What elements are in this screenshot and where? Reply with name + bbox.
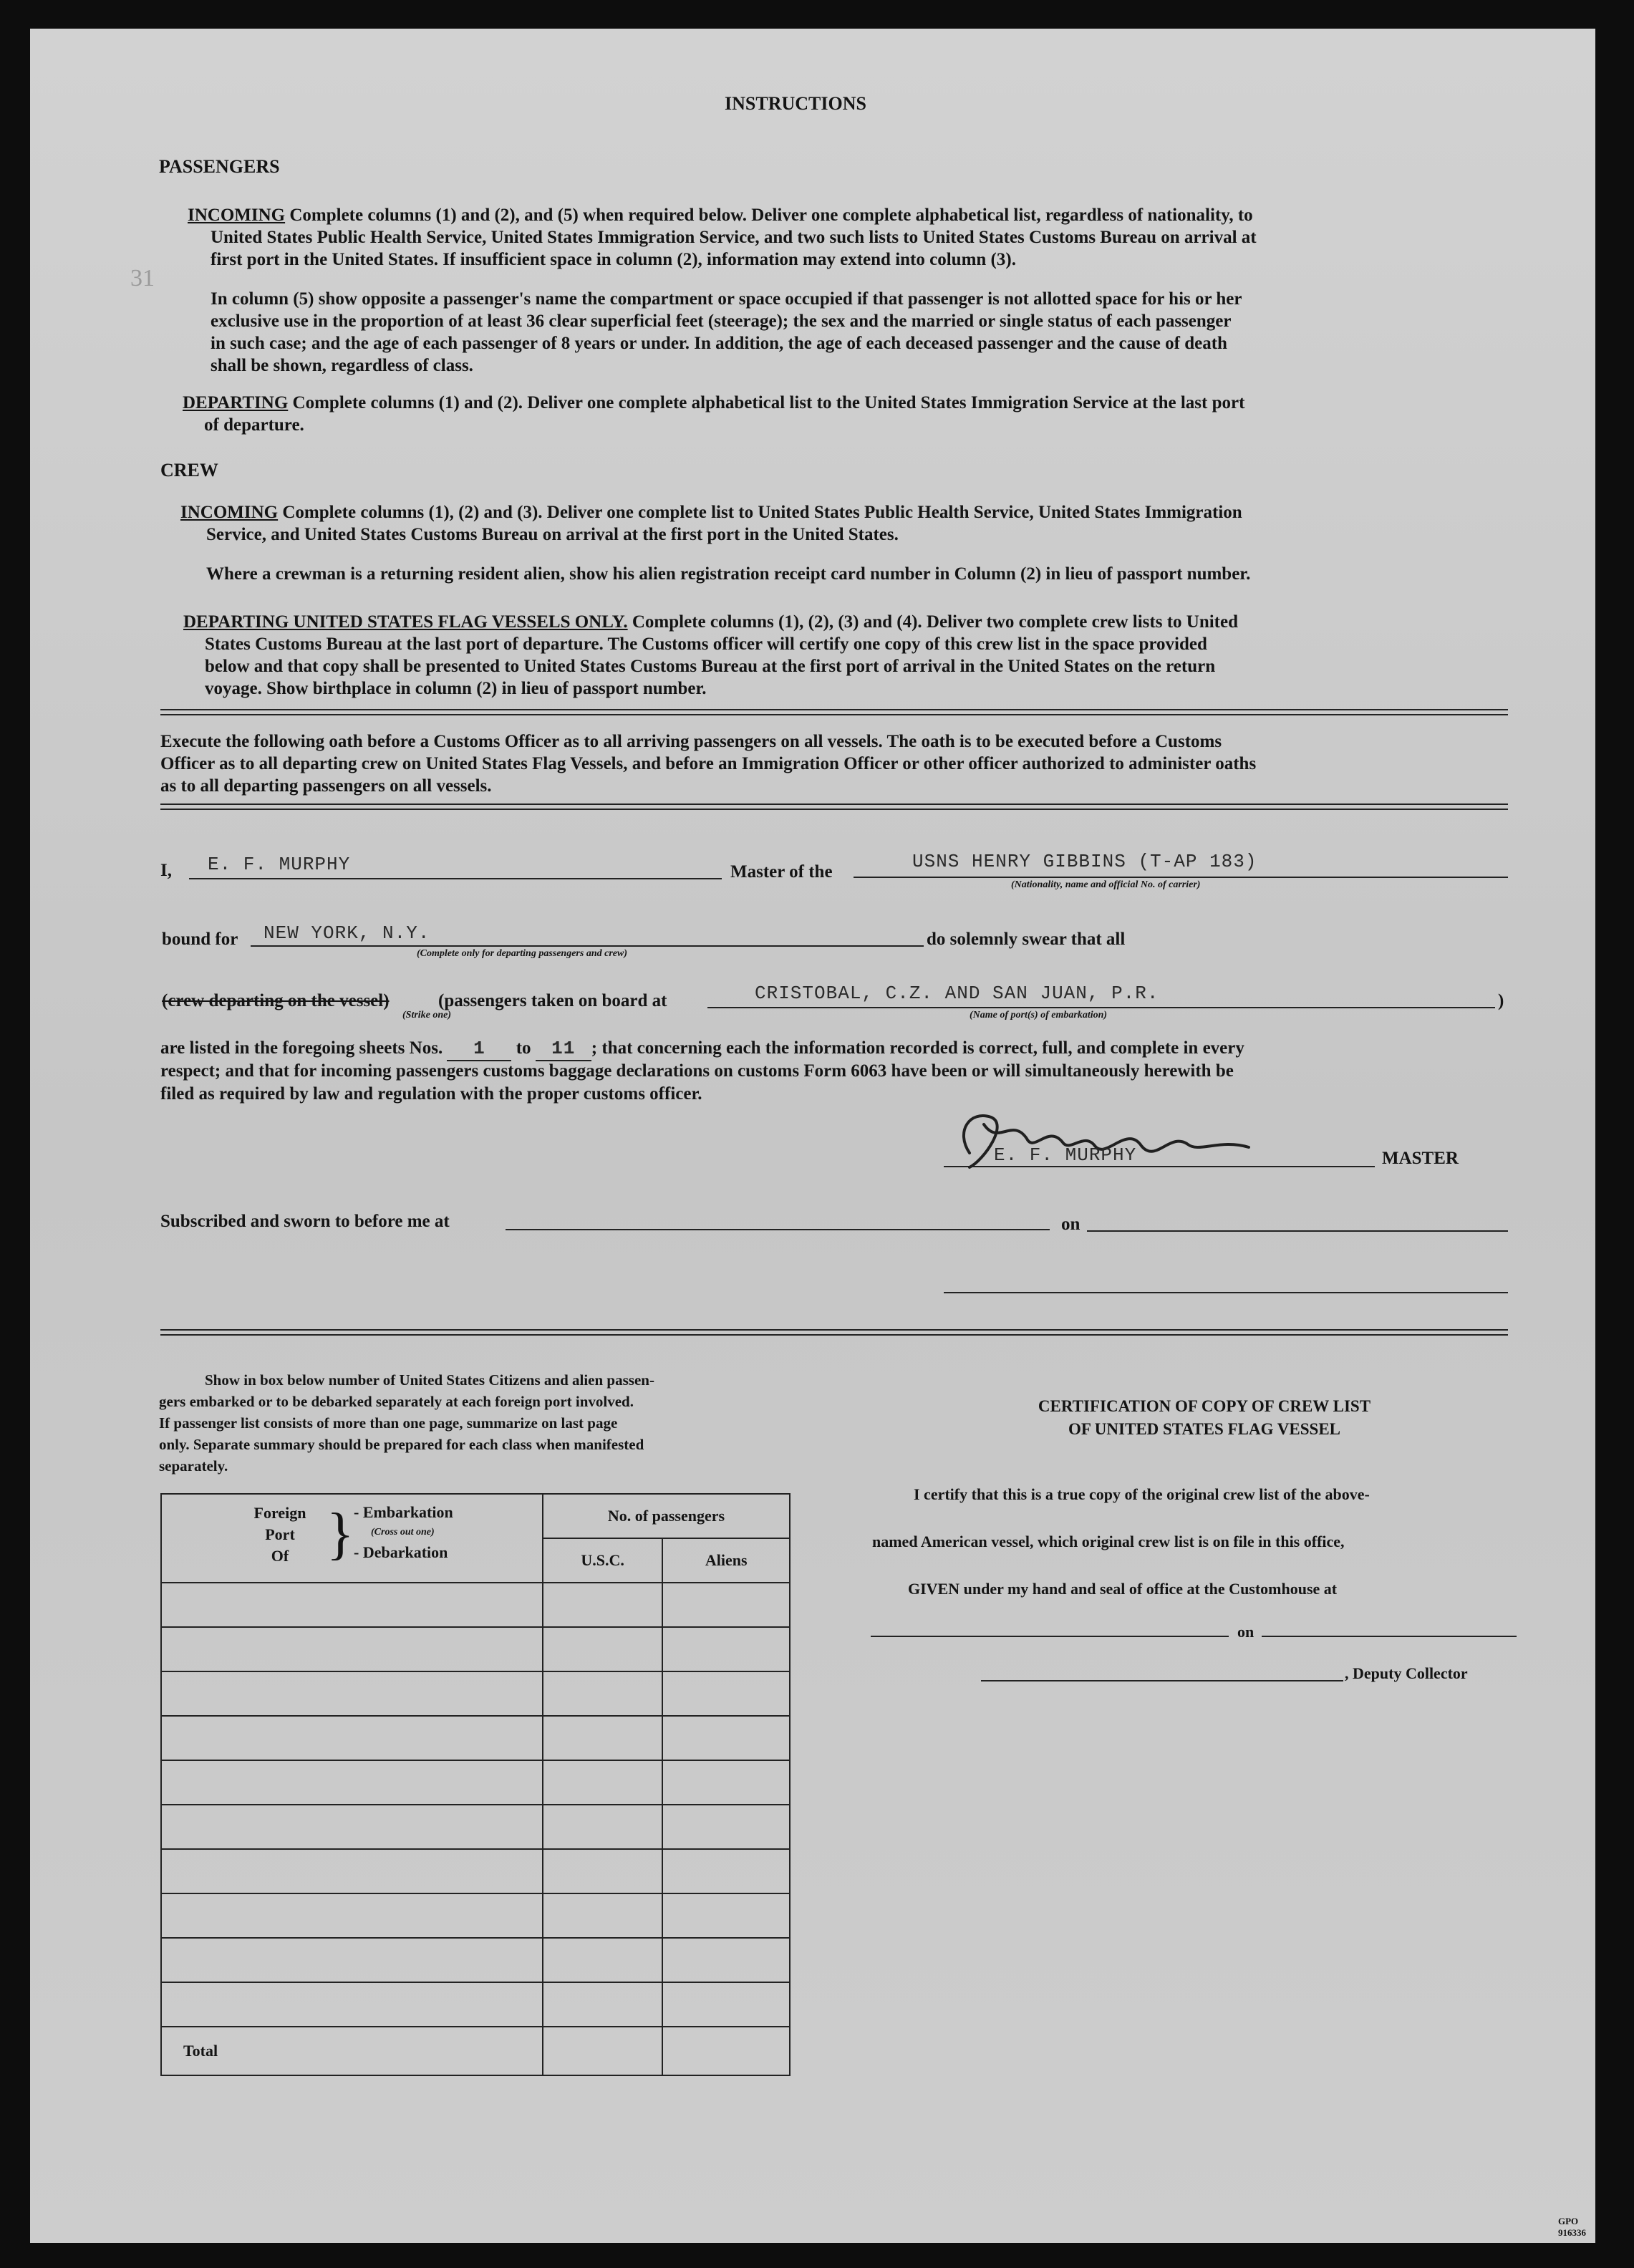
embark-ports-value: CRISTOBAL, C.Z. AND SAN JUAN, P.R. [755, 983, 1159, 1004]
table-row [161, 1760, 790, 1805]
sheet-to-value: 11 [536, 1038, 591, 1061]
usc-cell[interactable] [543, 1760, 662, 1805]
master-of-label: Master of the [730, 862, 833, 882]
port-header-text [241, 1502, 319, 1567]
aliens-header: Aliens [662, 1538, 790, 1583]
table-row [161, 1627, 790, 1671]
aliens-cell[interactable] [662, 1982, 790, 2027]
crew-departing-label: DEPARTING UNITED STATES FLAG VESSELS ONLY. [183, 612, 628, 632]
port-cell[interactable] [161, 1893, 543, 1938]
divider [160, 804, 1508, 810]
debarkation-label: - Debarkation [354, 1543, 448, 1561]
certification-line-2: named American vessel, which original crew list is on file in this office, [872, 1533, 1345, 1550]
sheet-from-value: 1 [447, 1038, 511, 1061]
port-cell[interactable] [161, 1716, 543, 1760]
oath-intro-line: Execute the following oath before a Customs Officer as to all arriving passengers on all vessels. The oath is to be executed before a Customs [160, 732, 1222, 751]
deputy-collector-label: , Deputy Collector [1345, 1664, 1468, 1682]
certification-title-line: OF UNITED STATES FLAG VESSEL [1068, 1420, 1341, 1438]
port-cell[interactable] [161, 1627, 543, 1671]
certification-line-3: GIVEN under my hand and seal of office at the Customhouse at [908, 1580, 1338, 1598]
strike-text: (crew departing on the vessel) [162, 991, 390, 1010]
usc-cell[interactable] [543, 1583, 662, 1627]
crew-departing-block [183, 611, 1494, 700]
passengers-incoming-line: United States Public Health Service, United States Immigration Service, and two such lists to United States Customs Bureau on arrival at [211, 228, 1257, 247]
embark-header [354, 1502, 453, 1563]
master-signature [941, 1103, 1285, 1182]
crew-departing-line: below and that copy shall be presented to United States Customs Bureau at the first port of arrival in the United States on the return [205, 657, 1216, 676]
gpo-mark: GPO 916336 [1558, 2216, 1586, 2238]
officer-line [944, 1292, 1508, 1293]
aliens-cell[interactable] [662, 1583, 790, 1627]
crew-departing-line: Complete columns (1), (2), (3) and (4). Deliver two complete crew lists to United [632, 612, 1239, 632]
passenger-summary-table [160, 1493, 791, 2076]
crew-departing-line: States Customs Bureau at the last port of departure. The Customs officer will certify one copy of this crew list in the space provided [205, 634, 1207, 654]
usc-header: U.S.C. [543, 1538, 662, 1583]
filed-line: filed as required by law and regulation with the proper customs officer. [160, 1084, 702, 1104]
page-title: INSTRUCTIONS [725, 93, 866, 114]
aliens-cell[interactable] [662, 1893, 790, 1938]
signature-typed-name: E. F. MURPHY [994, 1144, 1137, 1166]
master-label: MASTER [1382, 1149, 1459, 1168]
passengers-departing-line: of departure. [204, 415, 304, 435]
swear-text: do solemnly swear that all [927, 930, 1126, 949]
sheets-text: ; that concerning each the information recorded is correct, full, and complete in every [591, 1038, 1244, 1058]
port-cell[interactable] [161, 1583, 543, 1627]
oath-intro [160, 730, 1507, 797]
usc-cell[interactable] [543, 1627, 662, 1671]
summary-instruction-line: only. Separate summary should be prepared for each class when manifested [159, 1436, 644, 1453]
customhouse-line [871, 1636, 1229, 1637]
vessel-line [854, 877, 1508, 878]
table-row [161, 1938, 790, 1982]
crew-alien-text: Where a crewman is a returning resident alien, show his alien registration receipt card number in Column (2) in lieu of passport number. [206, 564, 1251, 584]
cross-out-label: (Cross out one) [371, 1527, 435, 1538]
aliens-cell[interactable] [662, 1716, 790, 1760]
table-header-row [161, 1494, 790, 1538]
master-name-line [189, 878, 722, 879]
summary-instruction-line: separately. [159, 1457, 228, 1475]
passengers-departing-label: DEPARTING [183, 393, 289, 412]
total-usc-cell[interactable] [543, 2027, 662, 2075]
passengers-taken-label: (passengers taken on board at [438, 991, 667, 1010]
signature-line [944, 1166, 1375, 1167]
table-row [161, 1805, 790, 1849]
vessel-value: USNS HENRY GIBBINS (T-AP 183) [912, 851, 1257, 872]
column5-line: in such case; and the age of each passenger of 8 years or under. In addition, the age of each deceased passenger and the cause of death [211, 334, 1227, 353]
column5-block [211, 288, 1492, 377]
bound-line [251, 945, 924, 947]
port-cell[interactable] [161, 1760, 543, 1805]
oath-intro-line: Officer as to all departing crew on United States Flag Vessels, and before an Immigration Officer or other officer authorized to administer oaths [160, 754, 1257, 773]
crew-incoming-label: INCOMING [180, 503, 279, 522]
master-name-value: E. F. MURPHY [208, 854, 351, 875]
usc-cell[interactable] [543, 1893, 662, 1938]
crew-incoming-line: Service, and United States Customs Bureau on arrival at the first port in the United States. [206, 525, 899, 544]
no-passengers-header: No. of passengers [543, 1494, 790, 1538]
aliens-cell[interactable] [662, 1671, 790, 1716]
vessel-caption: (Nationality, name and official No. of carrier) [1011, 879, 1201, 890]
subscribed-on-label: on [1061, 1215, 1081, 1234]
table-row [161, 1893, 790, 1938]
summary-instruction-line: gers embarked or to be debarked separately at each foreign port involved. [159, 1393, 634, 1410]
port-cell[interactable] [161, 1982, 543, 2027]
subscribed-place-line [506, 1229, 1050, 1230]
certification-title-line: CERTIFICATION OF COPY OF CREW LIST [1038, 1397, 1371, 1415]
column5-line: In column (5) show opposite a passenger's name the compartment or space occupied if that passenger is not allotted space for his or her [211, 289, 1242, 309]
document-page [30, 29, 1595, 2243]
crew-departing-line: voyage. Show birthplace in column (2) in lieu of passport number. [205, 679, 707, 698]
respect-line: respect; and that for incoming passengers customs baggage declarations on customs Form 6063 have been or will simultaneously herewith be [160, 1061, 1234, 1081]
usc-cell[interactable] [543, 1671, 662, 1716]
passengers-departing-block [183, 392, 1493, 436]
table-row [161, 1982, 790, 2027]
divider [160, 1329, 1508, 1336]
brace-icon: } [327, 1502, 354, 1565]
passengers-incoming-line: first port in the United States. If insufficient space in column (2), information may extend into column (3). [211, 250, 1016, 269]
port-cell[interactable] [161, 1671, 543, 1716]
port-header-line: Port [265, 1525, 295, 1543]
crew-incoming-block [180, 501, 1491, 546]
column5-line: exclusive use in the proportion of at least 36 clear superficial feet (steerage); the sex and the married or single status of each passenger [211, 312, 1232, 331]
port-header-line: Of [271, 1547, 289, 1565]
certification-date-line [1262, 1636, 1517, 1637]
bound-label: bound for [162, 930, 238, 949]
table-row [161, 1716, 790, 1760]
bound-caption: (Complete only for departing passengers and crew) [417, 948, 627, 959]
port-cell[interactable] [161, 1805, 543, 1849]
aliens-cell[interactable] [662, 1849, 790, 1893]
passengers-incoming-line: Complete columns (1) and (2), and (5) when required below. Deliver one complete alphabetical list, regardless of nationality, to [289, 206, 1253, 225]
aliens-cell[interactable] [662, 1627, 790, 1671]
table-row [161, 1849, 790, 1893]
aliens-cell[interactable] [662, 1938, 790, 1982]
passengers-heading: PASSENGERS [159, 156, 280, 177]
sheets-label: are listed in the foregoing sheets Nos. [160, 1038, 443, 1058]
port-cell[interactable] [161, 1938, 543, 1982]
port-header-cell [161, 1494, 543, 1583]
port-header-line: Foreign [253, 1504, 306, 1522]
summary-instruction-line: If passenger list consists of more than one page, summarize on last page [159, 1414, 618, 1432]
oath-i-label: I, [160, 861, 172, 880]
bound-value: NEW YORK, N.Y. [264, 922, 430, 944]
usc-cell[interactable] [543, 1849, 662, 1893]
divider [160, 709, 1508, 715]
strike-caption: (Strike one) [402, 1010, 452, 1020]
summary-instruction-line: Show in box below number of United States Citizens and alien passen- [205, 1371, 654, 1389]
to-label: to [516, 1038, 531, 1058]
port-cell[interactable] [161, 1849, 543, 1893]
summary-instructions [159, 1369, 818, 1477]
total-row [161, 2027, 790, 2075]
margin-number: 31 [130, 265, 155, 291]
table-row [161, 1583, 790, 1627]
usc-cell[interactable] [543, 1938, 662, 1982]
crew-incoming-line: Complete columns (1), (2) and (3). Deliver one complete list to United States Public Health Service, United States Immigration [282, 503, 1242, 522]
passengers-incoming-label: INCOMING [188, 206, 286, 225]
table-row [161, 1671, 790, 1716]
subscribed-label: Subscribed and sworn to before me at [160, 1212, 450, 1231]
usc-cell[interactable] [543, 1805, 662, 1849]
usc-cell[interactable] [543, 1716, 662, 1760]
embark-line [707, 1007, 1495, 1008]
passengers-incoming-block [188, 204, 1491, 271]
certification-line-1: I certify that this is a true copy of the original crew list of the above- [914, 1485, 1370, 1503]
certification-on-label: on [1237, 1623, 1254, 1641]
total-aliens-cell[interactable] [662, 2027, 790, 2075]
sheets-line [160, 1037, 1244, 1061]
embark-caption: (Name of port(s) of embarkation) [970, 1010, 1108, 1020]
crew-heading: CREW [160, 460, 218, 481]
column5-line: shall be shown, regardless of class. [211, 356, 473, 375]
embarkation-label: - Embarkation [354, 1503, 453, 1521]
total-label: Total [161, 2027, 543, 2075]
aliens-cell[interactable] [662, 1760, 790, 1805]
subscribed-date-line [1087, 1230, 1508, 1232]
usc-cell[interactable] [543, 1982, 662, 2027]
deputy-signature-line [981, 1680, 1343, 1681]
oath-intro-line: as to all departing passengers on all vessels. [160, 776, 492, 796]
aliens-cell[interactable] [662, 1805, 790, 1849]
close-paren: ) [1498, 991, 1504, 1010]
certification-title [990, 1395, 1419, 1441]
passengers-departing-line: Complete columns (1) and (2). Deliver one complete alphabetical list to the United States Immigration Service at the last port [292, 393, 1245, 412]
